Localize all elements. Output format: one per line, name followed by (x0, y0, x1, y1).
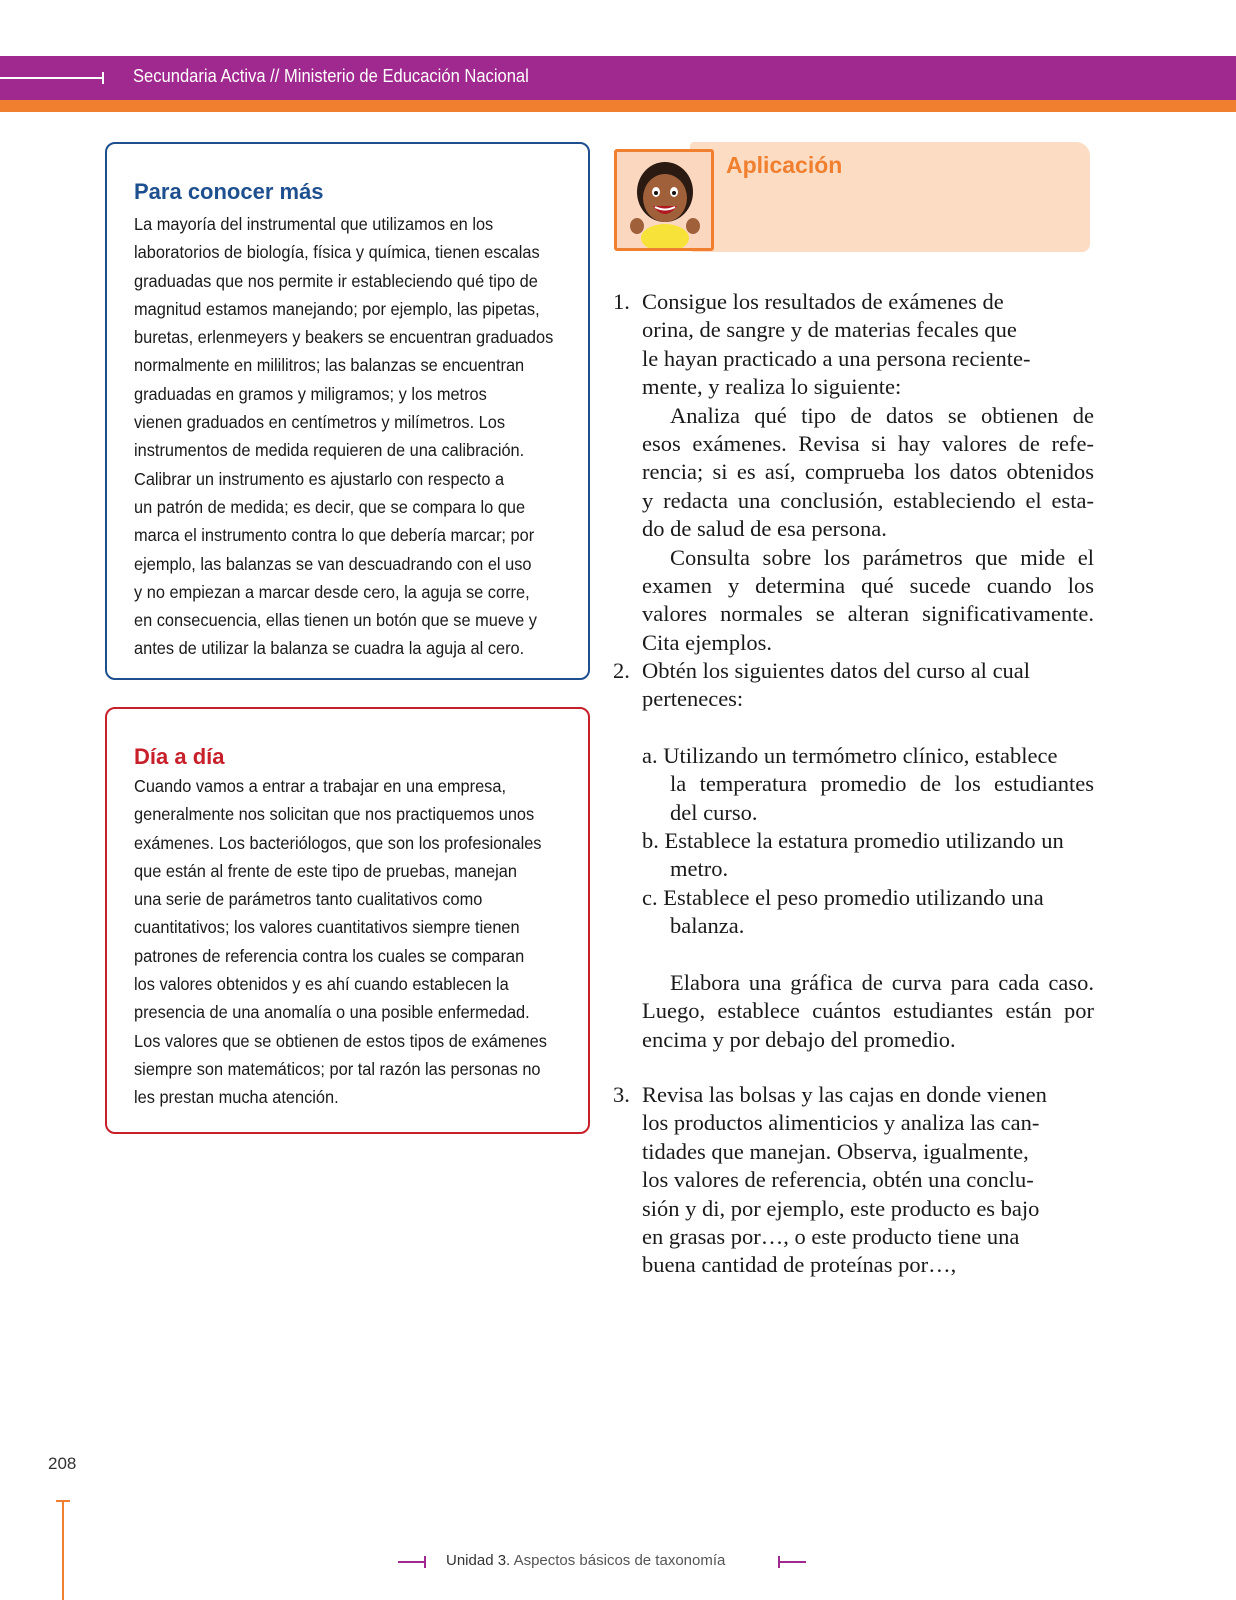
item-3 (642, 1081, 1094, 1280)
subitem-b (642, 827, 1094, 884)
item-line: tidades que manejan. Observa, igualmente, (642, 1138, 1029, 1164)
box-title: Día a día (134, 744, 225, 769)
item-line: le hayan practicado a una persona reciente- (642, 345, 1031, 371)
item-line: encima y por debajo del promedio. (642, 1026, 956, 1052)
page-number: 208 (48, 1454, 77, 1473)
box-line: normalmente en mililitros; las balanzas se encuentran (134, 355, 525, 376)
item-line: Luego, establece cuántos estudiantes están por (642, 998, 1094, 1024)
item-line: los valores de referencia, obtén una conclu- (642, 1167, 1034, 1193)
header-title: Secundaria Activa // Ministerio de Educación Nacional (133, 66, 529, 86)
box-line: patrones de referencia contra los cuales se comparan (134, 945, 525, 966)
item-line: mente, y realiza lo siguiente: (642, 374, 902, 400)
subitem-letter: a. (642, 743, 658, 768)
item-line: Consulta sobre los parámetros que mide el (670, 544, 1094, 570)
subitem-line: la temperatura promedio de los estudiantes (670, 771, 1094, 797)
box-line: un patrón de medida; es decir, que se compara lo que (134, 496, 526, 517)
subitem-line (642, 742, 1094, 770)
footer-unit (446, 1552, 725, 1569)
item-line: sión y di, por ejemplo, este producto es bajo (642, 1195, 1040, 1221)
subitem-c (642, 884, 1094, 941)
item-line: Cita ejemplos. (642, 629, 772, 655)
subitem-text: Establece la estatura promedio utilizando un (664, 828, 1064, 853)
box-line: laboratorios de biología, física y química, tienen escalas (134, 242, 540, 263)
subitem-a (642, 742, 1094, 827)
subitem-line: metro. (670, 856, 729, 882)
box-line: los valores obtenidos y es ahí cuando establecen la (134, 974, 509, 995)
aplicacion-character-frame (614, 149, 714, 251)
aplicacion-title: Aplicación (726, 152, 843, 178)
box-body (134, 772, 557, 1112)
box-line: una serie de parámetros tanto cualitativos como (134, 889, 483, 910)
box-line: presencia de una anomalía o una posible enfermedad. (134, 1002, 530, 1023)
box-line: exámenes. Los bacteriólogos, que son los profesionales (134, 832, 542, 853)
box-line: que están al frente de este tipo de pruebas, manejan (134, 860, 517, 881)
student-character-icon (617, 152, 711, 248)
footer-unit-label: Unidad 3. (446, 1552, 511, 1569)
box-line: y no empiezan a marcar desde cero, la aguja se corre, (134, 581, 530, 602)
box-title: Para conocer más (134, 179, 324, 204)
box-body (134, 210, 557, 663)
footer-unit-title: Aspectos básicos de taxonomía (513, 1552, 726, 1569)
box-line: buretas, erlenmeyers y beakers se encuentran graduados (134, 327, 554, 348)
margin-line (62, 1500, 64, 1600)
item-line: rencia; si es así, comprueba los datos obtenidos (642, 459, 1094, 485)
box-line: les prestan mucha atención. (134, 1087, 339, 1108)
header-accent-stripe (0, 100, 1236, 112)
footer-rule-left-tick (424, 1556, 426, 1568)
box-line: generalmente nos solicitan que nos practiquemos unos (134, 804, 535, 825)
box-line: Cuando vamos a entrar a trabajar en una empresa, (134, 776, 507, 796)
item-number: 3. (613, 1082, 630, 1107)
item-line: orina, de sangre y de materias fecales que (642, 317, 1017, 343)
box-line: graduadas que nos permite ir estableciendo qué tipo de (134, 270, 538, 291)
subitem-text: Establece el peso promedio utilizando una (663, 885, 1044, 910)
subitem-line (642, 827, 1094, 855)
subitem-letter: c. (642, 885, 658, 910)
item-number: 1. (613, 289, 630, 314)
footer-rule-right (778, 1561, 806, 1563)
footer-rule-right-tick (778, 1556, 780, 1568)
item-line: perteneces: (642, 686, 744, 712)
item-line: en grasas por…, o este producto tiene una (642, 1224, 1020, 1250)
item-line: los productos alimenticios y analiza las can- (642, 1110, 1040, 1136)
item-2 (642, 657, 1094, 714)
subitem-line (642, 884, 1094, 912)
box-line: La mayoría del instrumental que utilizamos en los (134, 214, 494, 234)
subitem-text: Utilizando un termómetro clínico, establece (663, 743, 1058, 768)
box-line: marca el instrumento contra lo que debería marcar; por (134, 525, 535, 546)
header-rule-tick (102, 72, 104, 84)
box-line: Los valores que se obtienen de estos tipos de exámenes (134, 1030, 547, 1051)
item-line: Analiza qué tipo de datos se obtienen de (670, 402, 1094, 428)
item-number: 2. (613, 658, 630, 683)
box-line: vienen graduados en centímetros y milímetros. Los (134, 412, 506, 433)
box-line: cuantitativos; los valores cuantitativos siempre tienen (134, 917, 520, 938)
subitem-letter: b. (642, 828, 659, 853)
box-line: siempre son matemáticos; por tal razón las personas no (134, 1058, 541, 1079)
item-line: Consigue los resultados de exámenes de (642, 289, 1004, 314)
item-line: buena cantidad de proteínas por…, (642, 1252, 957, 1278)
box-line: graduadas en gramos y miligramos; y los metros (134, 383, 487, 404)
footer-rule-left (398, 1561, 426, 1563)
item-line: Revisa las bolsas y las cajas en donde vienen (642, 1082, 1047, 1107)
item-line: y redacta una conclusión, estableciendo el esta- (642, 487, 1094, 513)
box-line: en consecuencia, ellas tienen un botón que se mueve y (134, 610, 537, 631)
box-line: ejemplo, las balanzas se van descuadrando con el uso (134, 553, 532, 574)
subitem-line: del curso. (670, 799, 758, 825)
box-line: Calibrar un instrumento es ajustarlo con respecto a (134, 468, 505, 489)
item-line: valores normales se alteran significativamente. (642, 601, 1094, 627)
item-2-closing (642, 969, 1094, 1054)
item-1 (642, 288, 1094, 657)
box-dia-a-dia (105, 707, 590, 1134)
item-line: Elabora una gráfica de curva para cada caso. (670, 970, 1094, 995)
subitem-line: balanza. (670, 913, 745, 939)
header-rule (0, 77, 104, 79)
item-line: Obtén los siguientes datos del curso al cual (642, 658, 1031, 683)
box-line: instrumentos de medida requieren de una calibración. (134, 440, 525, 461)
item-line: esos exámenes. Revisa si hay valores de refe- (642, 431, 1094, 457)
box-para-conocer-mas (105, 142, 590, 680)
box-line: magnitud estamos manejando; por ejemplo, las pipetas, (134, 298, 540, 319)
item-line: do de salud de esa persona. (642, 516, 887, 542)
box-line: antes de utilizar la balanza se cuadra la aguja al cero. (134, 638, 525, 659)
item-line: examen y determina qué sucede cuando los (642, 573, 1094, 599)
